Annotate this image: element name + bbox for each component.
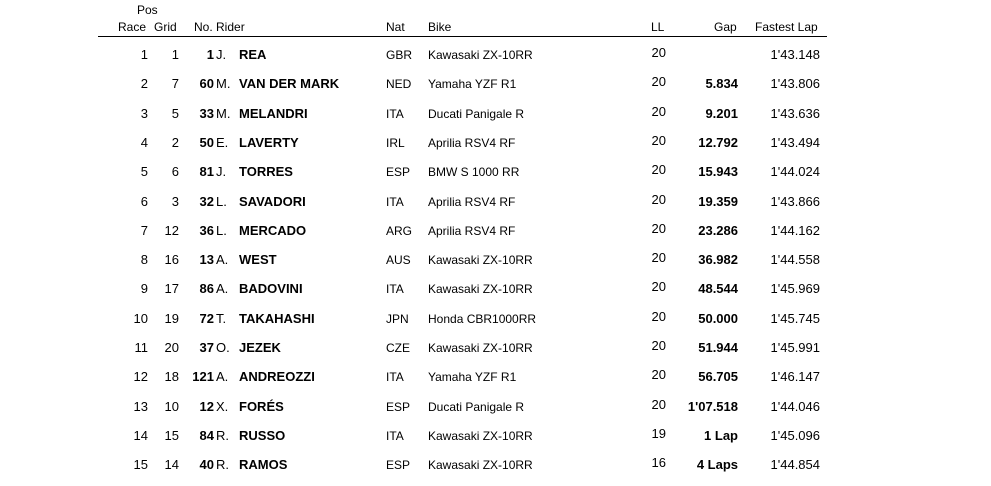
rider-number: 1 (206, 47, 214, 62)
nationality: ITA (386, 106, 404, 121)
fastest-lap: 1'44.558 (770, 252, 820, 268)
fastest-lap: 1'43.806 (770, 76, 820, 92)
rider-surname: FORÉS (239, 398, 284, 414)
nationality: ESP (386, 458, 411, 473)
bike-model: Kawasaki ZX-10RR (428, 341, 533, 355)
fastest-lap: 1'45.969 (770, 281, 820, 297)
grid-position: 1 (171, 47, 179, 62)
header-ll: LL (651, 20, 665, 34)
header-gap: Gap (714, 20, 737, 34)
rider-number: 40 (199, 457, 214, 473)
race-position: 2 (140, 76, 148, 92)
nationality: ITA (386, 370, 404, 385)
table-row (0, 310, 991, 339)
bike-model: Yamaha YZF R1 (428, 77, 517, 92)
rider-surname: VAN DER MARK (239, 76, 340, 92)
rider-number: 32 (199, 193, 214, 209)
table-row (0, 163, 991, 192)
table-row (0, 75, 991, 104)
race-position: 3 (140, 105, 148, 121)
gap-to-leader: 9.201 (705, 105, 738, 121)
rider-number: 81 (199, 164, 214, 180)
bike-model: Aprilia RSV4 RF (428, 135, 516, 150)
rider-number: 50 (199, 134, 214, 150)
nationality: ESP (386, 399, 411, 414)
rider-surname: RAMOS (239, 457, 288, 473)
nationality: NED (386, 77, 412, 92)
rider-surname: MELANDRI (239, 105, 308, 121)
bike-model: Aprilia RSV4 RF (428, 223, 516, 238)
rider-surname: REA (239, 47, 267, 62)
race-position: 14 (133, 427, 148, 443)
rider-surname: LAVERTY (239, 134, 299, 150)
fastest-lap: 1'44.854 (770, 457, 820, 473)
rider-number: 36 (199, 222, 214, 238)
table-row (0, 222, 991, 251)
table-row (0, 105, 991, 134)
grid-position: 20 (164, 340, 179, 355)
rider-initial: O. (216, 340, 230, 355)
laps-led: 20 (651, 279, 666, 295)
header-divider (98, 36, 827, 37)
laps-led: 19 (651, 425, 666, 441)
gap-to-leader: 51.944 (698, 340, 738, 355)
gap-to-leader: 56.705 (698, 369, 738, 385)
rider-surname: SAVADORI (239, 193, 306, 209)
laps-led: 20 (651, 396, 666, 412)
grid-position: 14 (164, 457, 179, 473)
race-position: 1 (140, 47, 148, 62)
rider-number: 12 (199, 398, 214, 414)
fastest-lap: 1'45.745 (770, 310, 820, 326)
header-nat: Nat (386, 20, 405, 34)
rider-initial: M. (216, 76, 231, 92)
nationality: ITA (386, 194, 404, 209)
grid-position: 15 (164, 427, 179, 443)
fastest-lap: 1'45.096 (770, 427, 820, 443)
rider-initial: L. (216, 193, 227, 209)
nationality: IRL (386, 135, 405, 150)
race-position: 8 (140, 252, 148, 268)
nationality: JPN (386, 311, 409, 326)
fastest-lap: 1'45.991 (770, 340, 820, 355)
table-row (0, 456, 991, 485)
fastest-lap: 1'43.148 (770, 47, 820, 62)
nationality: ITA (386, 282, 404, 297)
rider-initial: T. (216, 310, 227, 326)
rider-surname: JEZEK (239, 340, 281, 355)
laps-led: 20 (651, 191, 666, 207)
bike-model: Ducati Panigale R (428, 106, 525, 121)
race-position: 7 (140, 222, 148, 238)
rider-number: 121 (192, 369, 214, 385)
fastest-lap: 1'43.866 (770, 193, 820, 209)
laps-led: 20 (651, 132, 666, 148)
gap-to-leader: 4 Laps (696, 457, 738, 473)
rider-surname: TAKAHASHI (239, 310, 315, 326)
gap-to-leader: 1'07.518 (687, 398, 738, 414)
rider-initial: X. (216, 398, 229, 414)
race-position: 10 (133, 310, 148, 326)
rider-initial: A. (216, 281, 229, 297)
rider-surname: RUSSO (239, 427, 286, 443)
grid-position: 2 (171, 134, 179, 150)
nationality: ITA (386, 428, 404, 443)
table-row (0, 134, 991, 163)
rider-surname: MERCADO (239, 222, 307, 238)
laps-led: 16 (651, 455, 666, 471)
race-position: 11 (134, 340, 148, 355)
rider-surname: BADOVINI (239, 281, 303, 297)
laps-led: 20 (651, 45, 666, 60)
bike-model: Kawasaki ZX-10RR (428, 282, 533, 297)
rider-surname: ANDREOZZI (239, 369, 315, 385)
rider-initial: R. (216, 427, 229, 443)
rider-number: 84 (199, 427, 214, 443)
rider-initial: A. (216, 369, 229, 385)
laps-led: 20 (651, 220, 666, 236)
gap-to-leader: 23.286 (698, 222, 738, 238)
rider-initial: M. (216, 105, 231, 121)
table-row (0, 427, 991, 456)
header-race: Race (118, 20, 147, 34)
header-grid: Grid (154, 20, 177, 34)
grid-position: 6 (171, 164, 179, 180)
laps-led: 20 (651, 250, 666, 266)
nationality: ARG (386, 223, 413, 238)
grid-position: 16 (164, 252, 179, 268)
bike-model: Kawasaki ZX-10RR (428, 253, 533, 268)
fastest-lap: 1'43.494 (770, 134, 820, 150)
bike-model: Aprilia RSV4 RF (428, 194, 516, 209)
laps-led: 20 (651, 367, 666, 383)
rider-initial: E. (216, 134, 229, 150)
grid-position: 19 (164, 310, 179, 326)
table-row (0, 46, 991, 75)
gap-to-leader: 1 Lap (704, 427, 738, 443)
gap-to-leader: 48.544 (698, 281, 738, 297)
rider-initial: J. (216, 47, 227, 62)
header-pos: Pos (137, 3, 158, 17)
race-position: 12 (133, 369, 148, 385)
rider-initial: L. (216, 222, 227, 238)
table-row (0, 398, 991, 427)
race-position: 5 (140, 164, 148, 180)
laps-led: 20 (651, 162, 666, 178)
rider-surname: WEST (239, 252, 277, 268)
laps-led: 20 (651, 74, 666, 90)
laps-led: 20 (651, 308, 666, 324)
rider-number: 37 (199, 340, 214, 355)
laps-led: 20 (651, 103, 666, 119)
nationality: ESP (386, 165, 411, 180)
header-bike: Bike (428, 20, 452, 34)
grid-position: 18 (164, 369, 179, 385)
gap-to-leader: 19.359 (698, 193, 738, 209)
fastest-lap: 1'44.024 (770, 164, 820, 180)
table-row (0, 368, 991, 397)
header-fastest-lap: Fastest Lap (755, 20, 818, 34)
fastest-lap: 1'44.046 (770, 398, 820, 414)
rider-number: 13 (199, 252, 214, 268)
table-row (0, 251, 991, 280)
nationality: GBR (386, 48, 413, 62)
table-row (0, 280, 991, 309)
nationality: CZE (386, 341, 410, 355)
bike-model: Honda CBR1000RR (428, 311, 537, 326)
race-position: 13 (133, 398, 148, 414)
gap-to-leader: 12.792 (698, 134, 738, 150)
bike-model: Kawasaki ZX-10RR (428, 458, 533, 473)
rider-initial: J. (216, 164, 227, 180)
bike-model: Kawasaki ZX-10RR (428, 48, 533, 62)
rider-number: 60 (199, 76, 214, 92)
rider-initial: R. (216, 457, 229, 473)
nationality: AUS (386, 253, 411, 268)
rider-surname: TORRES (239, 164, 293, 180)
rider-number: 33 (199, 105, 214, 121)
table-row (0, 339, 991, 368)
fastest-lap: 1'43.636 (770, 105, 820, 121)
grid-position: 12 (164, 222, 179, 238)
grid-position: 17 (164, 281, 179, 297)
table-row (0, 193, 991, 222)
race-position: 4 (140, 134, 148, 150)
rider-initial: A. (216, 252, 229, 268)
race-position: 9 (140, 281, 148, 297)
laps-led: 20 (651, 338, 666, 353)
grid-position: 10 (164, 398, 179, 414)
gap-to-leader: 15.943 (698, 164, 738, 180)
gap-to-leader: 5.834 (705, 76, 738, 92)
race-position: 6 (140, 193, 148, 209)
gap-to-leader: 36.982 (698, 252, 738, 268)
rider-number: 72 (199, 310, 214, 326)
bike-model: Ducati Panigale R (428, 399, 525, 414)
gap-to-leader: 50.000 (698, 310, 738, 326)
grid-position: 3 (171, 193, 179, 209)
fastest-lap: 1'44.162 (770, 222, 820, 238)
race-position: 15 (133, 457, 148, 473)
rider-number: 86 (199, 281, 214, 297)
fastest-lap: 1'46.147 (770, 369, 820, 385)
bike-model: BMW S 1000 RR (428, 165, 520, 180)
header-no-rider: No. Rider (194, 20, 245, 34)
bike-model: Kawasaki ZX-10RR (428, 428, 533, 443)
bike-model: Yamaha YZF R1 (428, 370, 517, 385)
grid-position: 7 (171, 76, 179, 92)
grid-position: 5 (171, 105, 179, 121)
